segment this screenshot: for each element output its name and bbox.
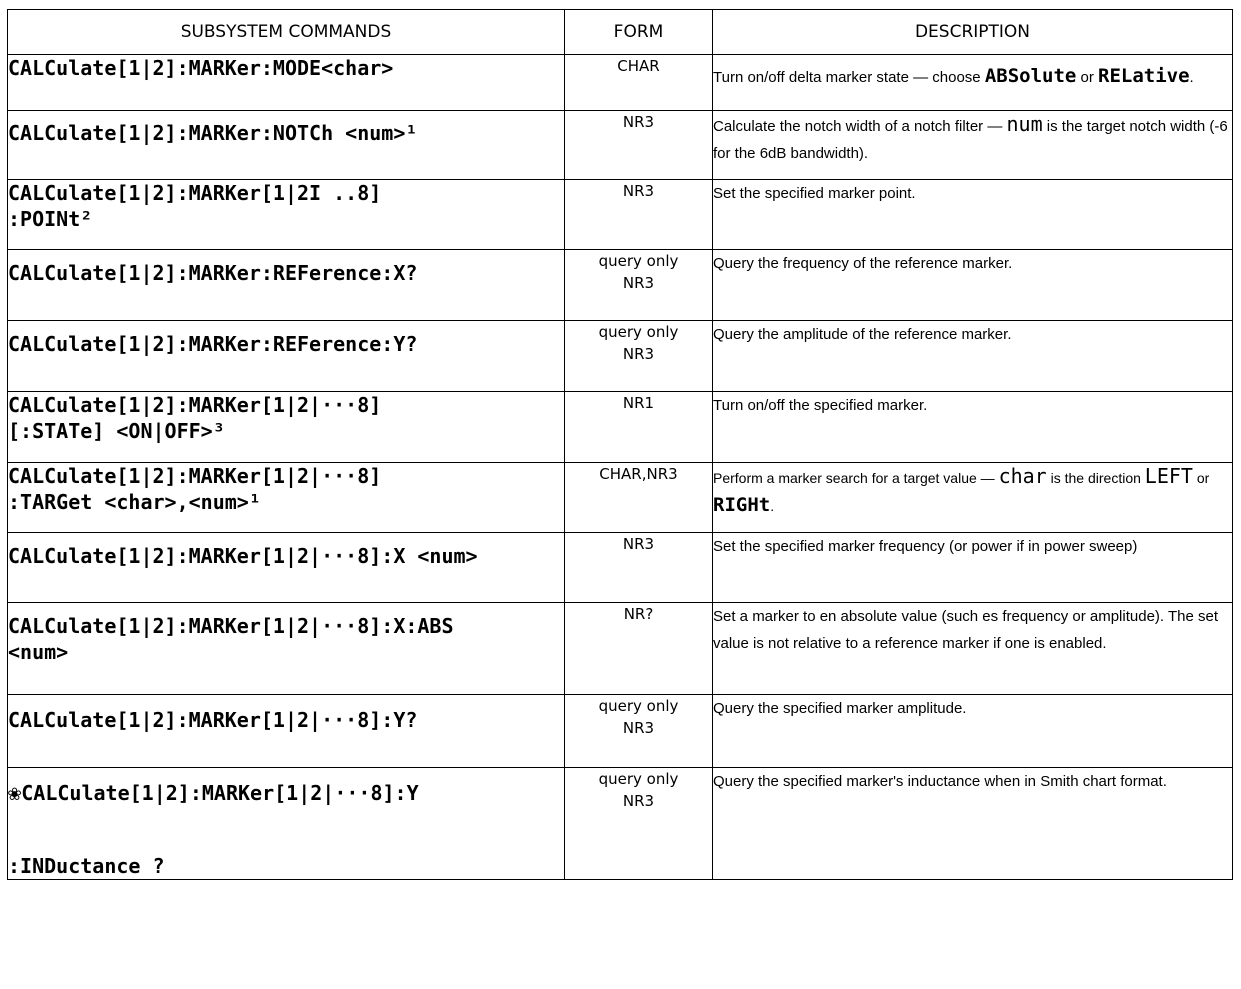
command-line: CALCulate[1|2]:MARKer[1|2|···8]	[8, 464, 382, 488]
form-cell	[565, 111, 713, 180]
description-cell: Perform a marker search for a target value — char is the direction LEFT or RIGHt.	[713, 463, 1233, 533]
form-cell	[565, 463, 713, 533]
table-row	[8, 321, 1233, 392]
command-line: <num>	[8, 640, 69, 664]
command-line: :INDuctance ?	[8, 854, 165, 878]
description-cell: Query the specified marker amplitude.	[713, 695, 1233, 768]
description-cell: Query the frequency of the reference marker.	[713, 250, 1233, 321]
form-value: NR3	[622, 182, 655, 200]
command-line: :TARGet <char>,<num>¹	[8, 490, 261, 514]
command-line: CALCulate[1|2]:MARKer[1|2|···8]:X:ABS	[8, 614, 454, 638]
form-value: query only	[598, 697, 679, 715]
form-cell	[565, 321, 713, 392]
pattern-symbol-icon: ❀	[8, 781, 22, 806]
command-cell	[8, 695, 565, 768]
command-cell	[8, 533, 565, 603]
form-value: NR3	[622, 792, 655, 810]
command-line: CALCulate[1|2]:MARKer[1|2|···8]	[8, 393, 382, 417]
table-row	[8, 768, 1233, 880]
table-row	[8, 463, 1233, 533]
form-value: NR?	[623, 605, 654, 623]
form-value: NR3	[622, 719, 655, 737]
form-value: NR3	[622, 535, 655, 553]
form-value: query only	[598, 252, 679, 270]
command-cell	[8, 180, 565, 250]
table-row	[8, 111, 1233, 180]
form-cell	[565, 603, 713, 695]
form-value: CHAR,NR3	[599, 465, 678, 483]
command-cell	[8, 250, 565, 321]
command-cell	[8, 55, 565, 111]
description-cell: Set the specified marker frequency (or power if in power sweep)	[713, 533, 1233, 603]
command-cell	[8, 603, 565, 695]
table-row	[8, 392, 1233, 463]
command-line: CALCulate[1|2]:MARKer[1|2I ..8]	[8, 181, 382, 205]
form-value: NR3	[622, 113, 655, 131]
form-cell	[565, 180, 713, 250]
table-row	[8, 533, 1233, 603]
command-table	[7, 9, 1233, 880]
form-value: query only	[598, 323, 679, 341]
form-cell	[565, 768, 713, 880]
header-form: FORM	[565, 10, 713, 55]
description-cell: Set the specified marker point.	[713, 180, 1233, 250]
form-value: NR3	[622, 274, 655, 292]
form-cell	[565, 392, 713, 463]
header-description: DESCRIPTION	[713, 10, 1233, 55]
description-cell: Turn on/off delta marker state — choose ABSolute or RELative.	[713, 55, 1233, 111]
command-line: CALCulate[1|2]:MARKer:NOTCh <num>¹	[8, 121, 418, 145]
header-subsystem: SUBSYSTEM COMMANDS	[8, 10, 565, 55]
command-line: :POINt²	[8, 207, 93, 231]
command-line: CALCulate[1|2]:MARKer[1|2|···8]:Y?	[8, 708, 418, 732]
command-line: [:STATe] <ON|OFF>³	[8, 419, 225, 443]
description-cell: Query the amplitude of the reference marker.	[713, 321, 1233, 392]
form-cell	[565, 533, 713, 603]
command-line: ❀CALCulate[1|2]:MARKer[1|2|···8]:Y	[8, 781, 419, 806]
form-cell	[565, 250, 713, 321]
table-row	[8, 603, 1233, 695]
command-cell	[8, 392, 565, 463]
header-row	[8, 10, 1233, 55]
command-line: CALCulate[1|2]:MARKer:REFerence:Y?	[8, 332, 418, 356]
command-cell	[8, 768, 565, 880]
command-line: CALCulate[1|2]:MARKer[1|2|···8]:X <num>	[8, 544, 478, 568]
command-line: CALCulate[1|2]:MARKer:MODE<char>	[8, 56, 394, 80]
command-line: CALCulate[1|2]:MARKer:REFerence:X?	[8, 261, 418, 285]
table-row	[8, 180, 1233, 250]
command-cell	[8, 463, 565, 533]
form-cell	[565, 55, 713, 111]
form-value: CHAR	[617, 57, 660, 75]
form-value: NR3	[622, 345, 655, 363]
command-cell	[8, 321, 565, 392]
form-cell	[565, 695, 713, 768]
description-cell: Query the specified marker's inductance when in Smith chart format.	[713, 768, 1233, 880]
description-cell: Turn on/off the specified marker.	[713, 392, 1233, 463]
form-value: query only	[598, 770, 679, 788]
form-value: NR1	[622, 394, 655, 412]
table-row	[8, 695, 1233, 768]
description-cell: Set a marker to en absolute value (such es frequency or amplitude). The set value is not relative to a reference marker if one is enabled.	[713, 603, 1233, 695]
command-cell	[8, 111, 565, 180]
description-cell: Calculate the notch width of a notch filter — num is the target notch width (-6 for the 6dB bandwidth).	[713, 111, 1233, 180]
table-row	[8, 55, 1233, 111]
table-row	[8, 250, 1233, 321]
